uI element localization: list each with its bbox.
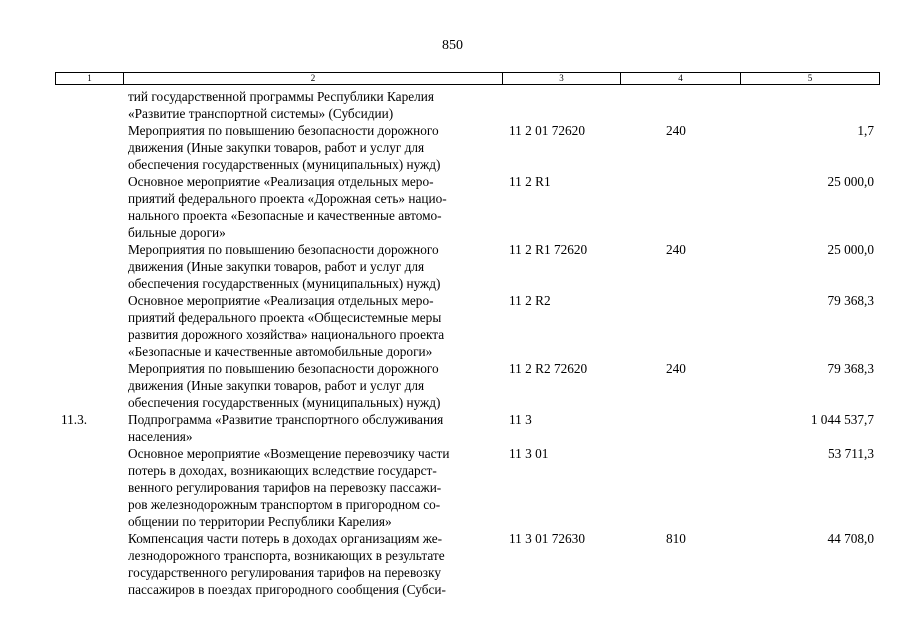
row-amount: 1,7 bbox=[857, 123, 874, 138]
description-line: приятий федерального проекта «Дорожная сеть» нацио- bbox=[128, 191, 447, 206]
row-code: 11 3 01 72630 bbox=[509, 531, 585, 546]
description-line: Компенсация части потерь в доходах организациям же- bbox=[128, 531, 443, 546]
row-amount: 79 368,3 bbox=[827, 293, 874, 308]
row-code: 11 3 01 bbox=[509, 446, 549, 461]
row-amount: 25 000,0 bbox=[827, 174, 874, 189]
row-code: 11 2 R1 bbox=[509, 174, 551, 189]
table-row bbox=[55, 88, 880, 122]
description-line: бильные дороги» bbox=[128, 225, 226, 240]
table-row bbox=[55, 411, 880, 445]
column-header-3: 3 bbox=[503, 73, 621, 85]
row-expense-type: 240 bbox=[666, 361, 686, 376]
row-amount: 25 000,0 bbox=[827, 242, 874, 257]
column-header-table bbox=[55, 72, 880, 85]
row-description bbox=[128, 88, 498, 122]
column-header-5: 5 bbox=[741, 73, 880, 85]
row-expense-type: 240 bbox=[666, 123, 686, 138]
row-description bbox=[128, 360, 498, 411]
description-line: движения (Иные закупки товаров, работ и услуг для bbox=[128, 140, 425, 155]
table-row bbox=[55, 122, 880, 173]
table-row bbox=[55, 530, 880, 598]
row-number: 11.3. bbox=[61, 412, 88, 427]
description-line: «Развитие транспортной системы» (Субсидии) bbox=[128, 106, 394, 121]
row-description bbox=[128, 445, 498, 530]
description-line: лезнодорожного транспорта, возникающих в результате bbox=[128, 548, 445, 563]
description-line: обеспечения государственных (муниципальных) нужд) bbox=[128, 395, 441, 410]
page-number: 850 bbox=[442, 38, 463, 53]
description-line: нального проекта «Безопасные и качественные автомо- bbox=[128, 208, 442, 223]
description-line: общении по территории Республики Карелия» bbox=[128, 514, 392, 529]
row-code: 11 2 R2 72620 bbox=[509, 361, 588, 376]
row-description bbox=[128, 241, 498, 292]
row-code: 11 2 R2 bbox=[509, 293, 551, 308]
row-description bbox=[128, 530, 498, 598]
column-header-row bbox=[56, 73, 880, 85]
table-row bbox=[55, 173, 880, 241]
description-line: обеспечения государственных (муниципальных) нужд) bbox=[128, 157, 441, 172]
row-expense-type: 810 bbox=[666, 531, 686, 546]
row-description bbox=[128, 173, 498, 241]
description-line: пассажиров в поездах пригородного сообщения (Субси- bbox=[128, 582, 446, 597]
row-description bbox=[128, 411, 498, 445]
table-row bbox=[55, 292, 880, 360]
row-code: 11 2 01 72620 bbox=[509, 123, 585, 138]
budget-table-body bbox=[55, 88, 880, 598]
description-line: Мероприятия по повышению безопасности дорожного bbox=[128, 242, 439, 257]
description-line: тий государственной программы Республики Карелия bbox=[128, 89, 435, 104]
row-code: 11 2 R1 72620 bbox=[509, 242, 588, 257]
description-line: Мероприятия по повышению безопасности дорожного bbox=[128, 361, 439, 376]
description-line: движения (Иные закупки товаров, работ и услуг для bbox=[128, 378, 425, 393]
description-line: «Безопасные и качественные автомобильные дороги» bbox=[128, 344, 433, 359]
description-line: государственного регулирования тарифов на перевозку bbox=[128, 565, 441, 580]
row-amount: 79 368,3 bbox=[827, 361, 874, 376]
row-amount: 53 711,3 bbox=[827, 446, 874, 461]
description-line: венного регулирования тарифов на перевозку пассажи- bbox=[128, 480, 442, 495]
row-amount: 1 044 537,7 bbox=[810, 412, 874, 427]
description-line: приятий федерального проекта «Общесистемные меры bbox=[128, 310, 442, 325]
row-amount: 44 708,0 bbox=[827, 531, 874, 546]
description-line: потерь в доходах, возникающих вследствие государст- bbox=[128, 463, 437, 478]
table-row bbox=[55, 241, 880, 292]
row-description bbox=[128, 122, 498, 173]
description-line: населения» bbox=[128, 429, 193, 444]
table-row bbox=[55, 360, 880, 411]
description-line: движения (Иные закупки товаров, работ и услуг для bbox=[128, 259, 425, 274]
description-line: Мероприятия по повышению безопасности дорожного bbox=[128, 123, 439, 138]
description-line: развития дорожного хозяйства» национального проекта bbox=[128, 327, 445, 342]
column-header-1: 1 bbox=[56, 73, 124, 85]
column-header-2: 2 bbox=[124, 73, 503, 85]
column-header-4: 4 bbox=[621, 73, 741, 85]
table-row bbox=[55, 445, 880, 530]
description-line: Основное мероприятие «Реализация отдельных меро- bbox=[128, 174, 434, 189]
description-line: Подпрограмма «Развитие транспортного обслуживания bbox=[128, 412, 444, 427]
description-line: Основное мероприятие «Возмещение перевозчику части bbox=[128, 446, 450, 461]
description-line: Основное мероприятие «Реализация отдельных меро- bbox=[128, 293, 434, 308]
row-description bbox=[128, 292, 498, 360]
row-code: 11 3 bbox=[509, 412, 532, 427]
row-expense-type: 240 bbox=[666, 242, 686, 257]
description-line: обеспечения государственных (муниципальных) нужд) bbox=[128, 276, 441, 291]
description-line: ров железнодорожным транспортом в пригородном со- bbox=[128, 497, 441, 512]
